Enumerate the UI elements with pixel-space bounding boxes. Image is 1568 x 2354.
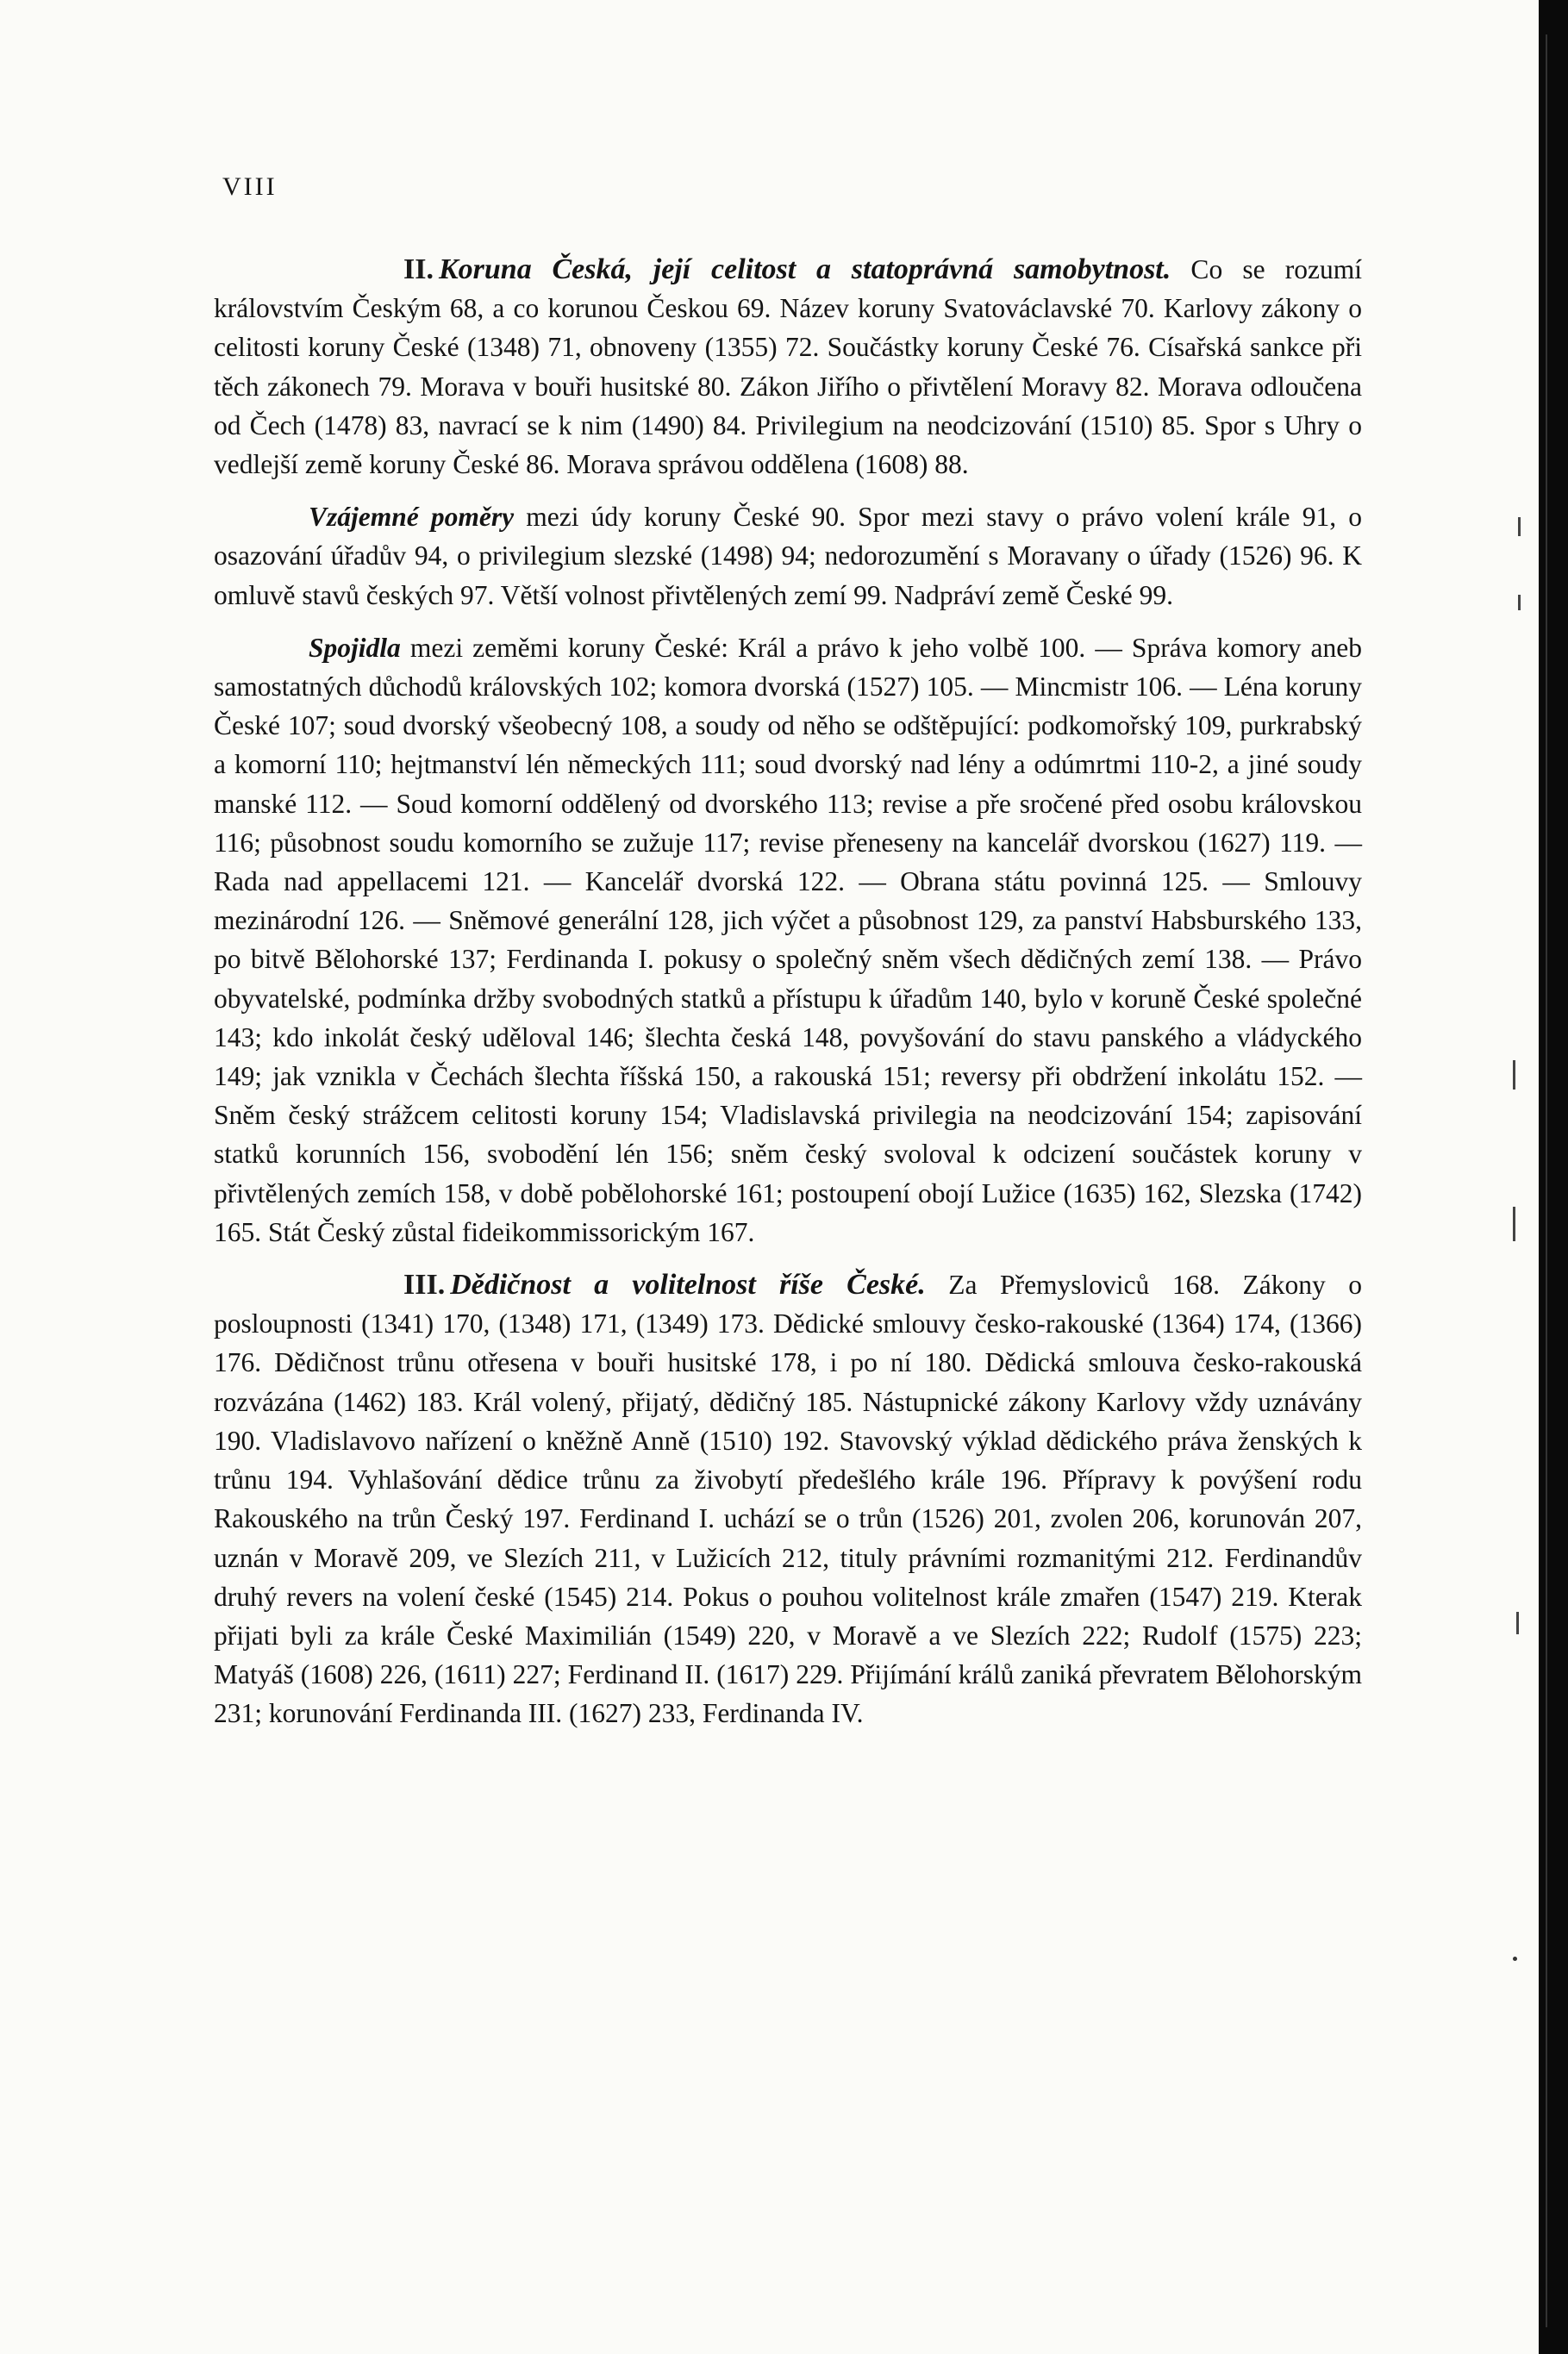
margin-marks <box>1487 0 1539 2354</box>
section-marker: II. <box>403 253 434 285</box>
section-text: Za Přemysloviců 168. Zákony o posloupnosti (1341) 170, (1348) 171, (1349) 173. Dědické smlouvy česko-rakouské (1364) 174, (1366) 176. Dědičnost trůnu otřesena v bouři husitské 178, i po ní 180. Dědická smlouva česko-rakouská rozvázána (1462) 183. Král volený, přijatý, dědičný 185. Nástupnické zákony Karlovy vždy uznávány 190. Vladislavovo nařízení o kněžně Anně (1510) 192. Stavovský výklad dědického práva ženských k trůnu 194. Vyhlašování dědice trůnu za živobytí předešlého krále 196. Přípravy k povýšení rodu Rakouského na trůn Český 197. Ferdinand I. uchází se o trůn (1526) 201, zvolen 206, korunován 207, uznán v Moravě 209, ve Slezích 211, v Lužicích 212, tituly právními rozmanitými 212. Ferdinandův druhý revers na volení české (1545) 214. Pokus o pouhou volitelnost krále zmařen (1547) 219. Kterak přijati byli za krále České Maximilián (1549) 220, v Moravě a ve Slezích 222; Rudolf (1575) 223; Matyáš (1608) 226, (1611) 227; Ferdinand II. (1617) 229. Přijímání králů zaniká převratem Bělohorským 231; korunování Ferdinanda III. (1627) 233, Ferdinanda IV. <box>214 1270 1362 1729</box>
section-heading: Vzájemné poměry <box>309 502 515 533</box>
scan-border <box>1539 0 1568 2354</box>
page-edge-line <box>1546 34 1547 2327</box>
section-koruna-ceska <box>214 250 1362 484</box>
margin-tick <box>1513 1060 1515 1090</box>
section-heading: Dědičnost a volitelnost říše České. <box>450 1269 926 1302</box>
page-body <box>214 250 1362 1733</box>
margin-tick <box>1516 1612 1519 1634</box>
section-marker: III. <box>403 1269 446 1302</box>
page-number: VIII <box>222 172 278 201</box>
margin-dot <box>1513 1957 1517 1961</box>
section-heading: Koruna Česká, její celitost a statoprávná samobytnost. <box>438 253 1171 285</box>
margin-tick <box>1518 595 1521 610</box>
section-text: mezi zeměmi koruny České: Král a právo k jeho volbě 100. — Správa komory aneb samostatných důchodů královských 102; komora dvorská (1527) 105. — Mincmistr 106. — Léna koruny České 107; soud dvorský všeobecný 108, a soudy od něho se odštěpující: podkomořský 109, purkrabský a komorní 110; hejtmanství lén německých 111; soud dvorský nad lény a odúmrtmi 110-2, a jiné soudy manské 112. — Soud komorní oddělený od dvorského 113; revise a pře sročené před osobu královskou 116; působnost soudu komorního se zužuje 117; revise přeneseny na kancelář dvorskou (1627) 119. — Rada nad appellacemi 121. — Kancelář dvorská 122. — Obrana státu povinná 125. — Smlouvy mezinárodní 126. — Sněmové generální 128, jich výčet a působnost 129, za panství Habsburského 133, po bitvě Bělohorské 137; Ferdinanda I. pokusy o společný sněm všech dědičných zemí 138. — Právo obyvatelské, podmínka držby svobodných statků a přístupu k úřadům 140, bylo v koruně České společné 143; kdo inkolát český uděloval 146; šlechta česká 148, povyšování do stavu panského a vládyckého 149; jak vznikla v Čechách šlechta říšská 150, a rakouská 151; reversy při obdržení inkolátu 152. — Sněm český strážcem celitosti koruny 154; Vladislavská privilegia na neodcizování 154; zapisování statků korunních 156, svobodění lén 156; sněm český svoloval k odcizení součástek koruny v přivtělených zemích 158, v době pobělohorské 161; postoupení obojí Lužice (1635) 162, Slezska (1742) 165. Stát Český zůstal fideikommissorickým 167. <box>214 632 1362 1247</box>
section-heading: Spojidla <box>309 632 401 663</box>
margin-tick <box>1513 1207 1515 1241</box>
margin-tick <box>1518 517 1521 536</box>
section-text: mezi údy koruny České 90. Spor mezi stavy o právo volení krále 91, o osazování úřadův 94, o privilegium slezské (1498) 94; nedorozumění s Moravany o úřady (1526) 96. K omluvě stavů českých 97. Větší volnost přivtělených zemí 99. Nadpráví země České 99. <box>214 502 1362 610</box>
section-text: Co se rozumí královstvím Českým 68, a co korunou Českou 69. Název koruny Svatováclavské 70. Karlovy zákony o celitosti koruny České (1348) 71, obnoveny (1355) 72. Součástky koruny České 76. Císařská sankce při těch zákonech 79. Morava v bouři husitské 80. Zákon Jiřího o přivtělení Moravy 82. Morava odloučena od Čech (1478) 83, navrací se k nim (1490) 84. Privilegium na neodcizování (1510) 85. Spor s Uhry o vedlejší země koruny České 86. Morava správou oddělena (1608) 88. <box>214 254 1363 480</box>
section-spojidla <box>214 628 1362 1252</box>
section-vzajemne-pomery <box>214 497 1362 615</box>
section-dedicnost <box>214 1265 1362 1733</box>
